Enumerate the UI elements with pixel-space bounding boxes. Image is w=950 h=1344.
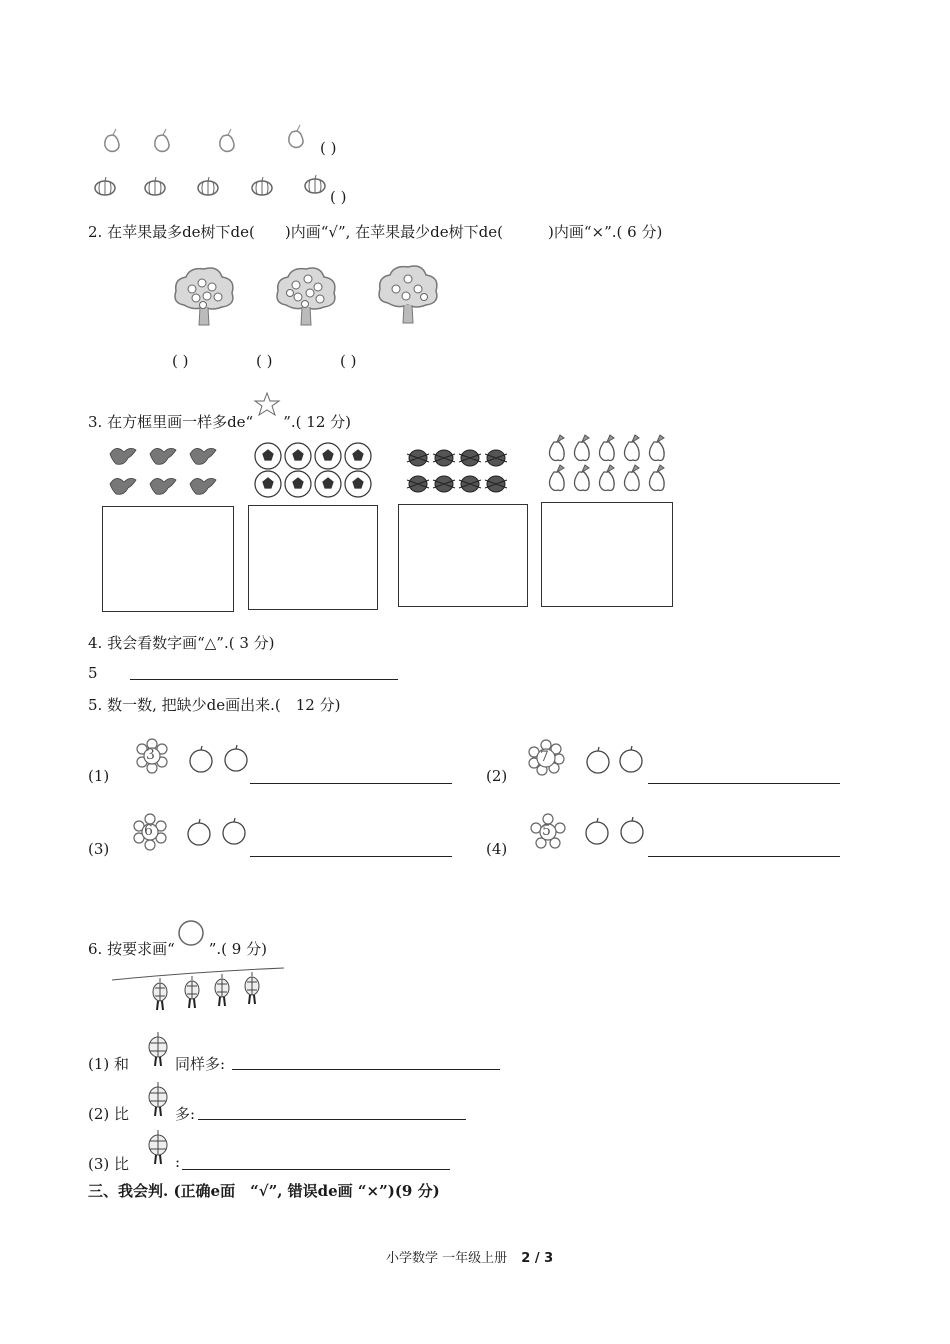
q6-item-prefix: (3) 比 — [88, 1155, 130, 1173]
pumpkin-icon — [250, 176, 274, 196]
answer-paren[interactable]: ( ) — [320, 139, 337, 157]
footer — [386, 1247, 553, 1266]
pear-icon — [284, 122, 314, 150]
question-3-text-before: 3. 在方框里画一样多de“ — [88, 413, 254, 431]
flower-number-icon — [528, 740, 564, 776]
flower-number-icon — [132, 814, 168, 850]
question-3-text-after: ”.( 12 分) — [283, 413, 351, 431]
apple-icons — [585, 746, 647, 774]
q5-item-label: (3) — [88, 840, 110, 858]
q6-item-prefix: (2) 比 — [88, 1105, 130, 1123]
star-icon — [253, 391, 283, 421]
q6-item-suffix: : — [175, 1153, 181, 1171]
lantern-icon — [146, 1032, 170, 1068]
answer-paren[interactable]: ( ) — [340, 352, 357, 370]
flower-number: 6 — [144, 823, 153, 839]
flower-number-icon — [134, 738, 170, 774]
apple-tree-icon — [376, 263, 442, 327]
flower-number: 5 — [542, 823, 551, 839]
flower-number: 7 — [540, 749, 549, 765]
answer-paren[interactable]: ( ) — [256, 352, 273, 370]
answer-line[interactable] — [648, 783, 840, 784]
circle-icon — [175, 920, 209, 952]
answer-box[interactable] — [248, 505, 378, 610]
pear-icons — [544, 432, 670, 496]
answer-box[interactable] — [398, 504, 528, 607]
pear-icon — [215, 126, 245, 154]
pumpkin-icon — [196, 176, 220, 196]
bird-icons — [106, 442, 220, 502]
flower-number-icon — [530, 814, 566, 850]
lantern-icon — [146, 1130, 170, 1166]
footer-subject: 小学数学 一年级上册 — [386, 1251, 508, 1266]
answer-line[interactable] — [250, 856, 452, 857]
apple-tree-icon — [274, 265, 340, 329]
question-4-number: 5 — [88, 664, 98, 682]
pumpkin-icon — [93, 176, 117, 196]
apple-icons — [188, 746, 250, 774]
pear-icon — [150, 126, 180, 154]
ladybug-icons — [404, 444, 520, 496]
q6-item-suffix: 同样多: — [175, 1055, 226, 1073]
answer-paren[interactable]: ( ) — [172, 352, 189, 370]
lantern-icon — [146, 1082, 170, 1118]
q6-item-prefix: (1) 和 — [88, 1055, 130, 1073]
question-6-text-after: ”.( 9 分) — [208, 940, 267, 958]
answer-line[interactable] — [182, 1169, 450, 1170]
apple-tree-icon — [172, 265, 238, 329]
question-4: 4. 我会看数字画“△”.( 3 分) — [88, 634, 275, 652]
question-2: 2. 在苹果最多de树下de( )内画“√”, 在苹果最少de树下de( )内画“×”.( 6 分) — [88, 223, 663, 241]
page-number: 2 / 3 — [521, 1251, 554, 1266]
question-6-text-before: 6. 按要求画“ — [88, 940, 175, 958]
apple-icons — [584, 818, 646, 846]
q6-item-suffix: 多: — [175, 1105, 196, 1123]
answer-box[interactable] — [102, 506, 234, 612]
lantern-string-icon — [112, 966, 288, 1016]
pear-icon — [100, 126, 130, 154]
q5-item-label: (2) — [486, 767, 508, 785]
answer-paren[interactable]: ( ) — [330, 188, 347, 206]
answer-line[interactable] — [250, 783, 452, 784]
section-3-heading: 三、我会判. (正确e面 “√”, 错误de画 “×”)(9 分) — [88, 1182, 440, 1200]
answer-line[interactable] — [648, 856, 840, 857]
answer-line[interactable] — [198, 1119, 466, 1120]
pumpkin-icon — [303, 174, 327, 194]
soccer-ball-icons — [252, 440, 376, 500]
flower-number: 3 — [146, 747, 155, 763]
apple-icons — [186, 818, 248, 846]
answer-line[interactable] — [130, 679, 398, 680]
question-3 — [88, 401, 351, 432]
answer-line[interactable] — [232, 1069, 500, 1070]
answer-box[interactable] — [541, 502, 673, 607]
question-6 — [88, 926, 267, 959]
q5-item-label: (1) — [88, 767, 110, 785]
q5-item-label: (4) — [486, 840, 508, 858]
question-5: 5. 数一数, 把缺少de画出来.( 12 分) — [88, 696, 341, 714]
pumpkin-icon — [143, 176, 167, 196]
